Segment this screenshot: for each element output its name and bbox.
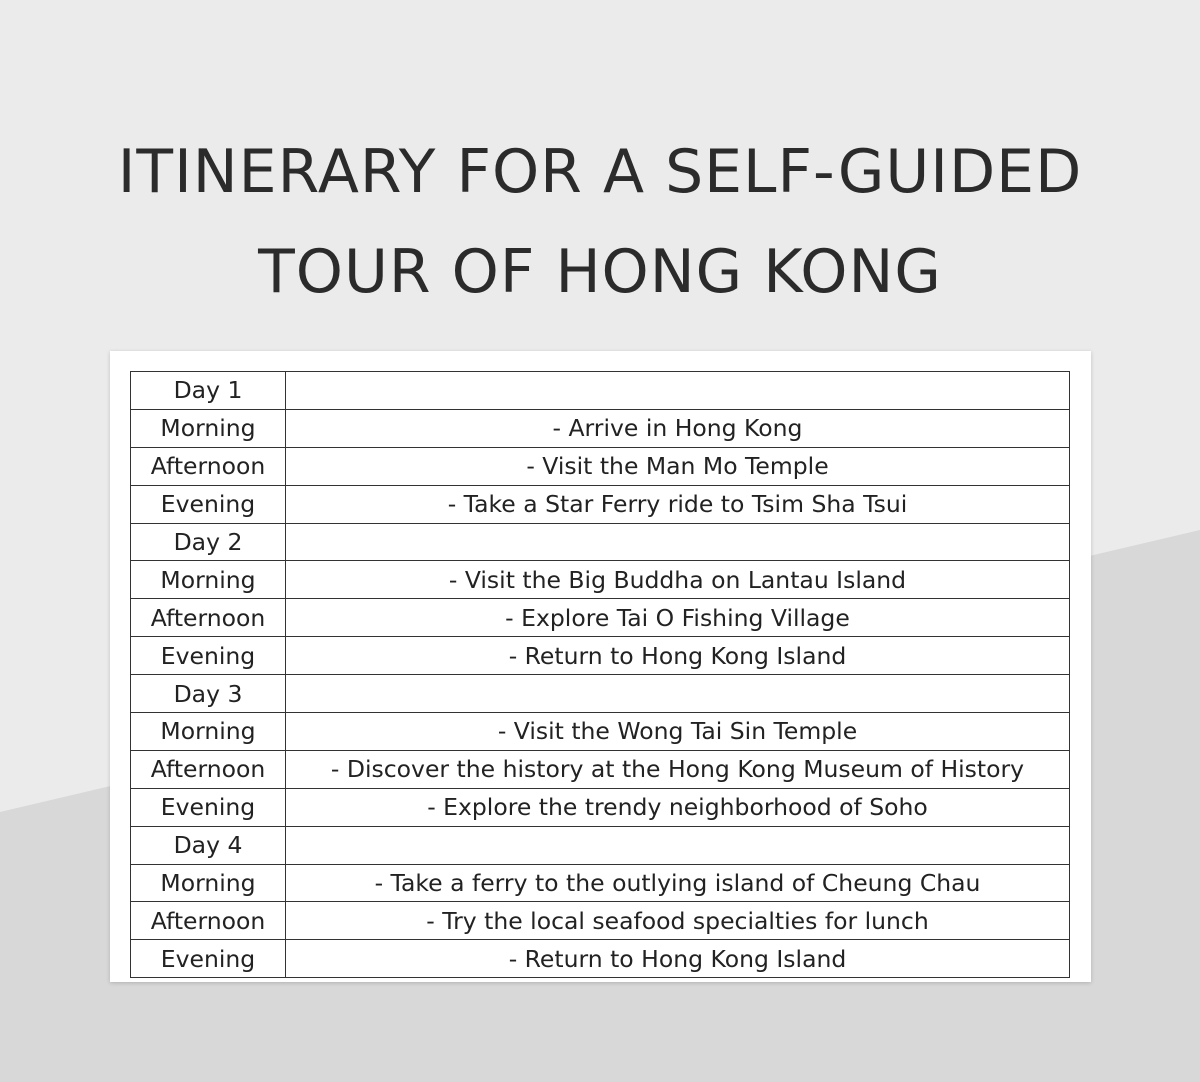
table-row (131, 713, 1070, 751)
time-label-cell: Day 4 (131, 826, 286, 864)
time-label-cell: Evening (131, 485, 286, 523)
table-row (131, 864, 1070, 902)
table-row (131, 940, 1070, 978)
activity-cell: - Explore the trendy neighborhood of Soho (286, 788, 1070, 826)
time-label-cell: Evening (131, 940, 286, 978)
page-title (0, 122, 1200, 322)
activity-cell: - Discover the history at the Hong Kong Museum of History (286, 750, 1070, 788)
itinerary-table (130, 371, 1070, 978)
activity-cell: - Arrive in Hong Kong (286, 409, 1070, 447)
time-label-cell: Afternoon (131, 750, 286, 788)
table-row (131, 372, 1070, 410)
activity-cell (286, 523, 1070, 561)
table-row (131, 523, 1070, 561)
time-label-cell: Morning (131, 864, 286, 902)
table-row (131, 675, 1070, 713)
time-label-cell: Day 2 (131, 523, 286, 561)
activity-cell: - Take a ferry to the outlying island of Cheung Chau (286, 864, 1070, 902)
activity-cell: - Visit the Man Mo Temple (286, 447, 1070, 485)
activity-cell: - Take a Star Ferry ride to Tsim Sha Tsui (286, 485, 1070, 523)
activity-cell: - Return to Hong Kong Island (286, 637, 1070, 675)
table-row (131, 788, 1070, 826)
itinerary-sheet (110, 351, 1091, 982)
table-row (131, 826, 1070, 864)
time-label-cell: Day 1 (131, 372, 286, 410)
activity-cell (286, 372, 1070, 410)
time-label-cell: Afternoon (131, 902, 286, 940)
time-label-cell: Afternoon (131, 447, 286, 485)
time-label-cell: Evening (131, 788, 286, 826)
time-label-cell: Afternoon (131, 599, 286, 637)
table-row (131, 902, 1070, 940)
table-row (131, 599, 1070, 637)
activity-cell: - Visit the Big Buddha on Lantau Island (286, 561, 1070, 599)
title-line-2: TOUR OF HONG KONG (258, 237, 942, 307)
activity-cell: - Return to Hong Kong Island (286, 940, 1070, 978)
table-row (131, 409, 1070, 447)
time-label-cell: Morning (131, 561, 286, 599)
table-row (131, 485, 1070, 523)
activity-cell: - Explore Tai O Fishing Village (286, 599, 1070, 637)
activity-cell: - Visit the Wong Tai Sin Temple (286, 713, 1070, 751)
time-label-cell: Evening (131, 637, 286, 675)
table-row (131, 750, 1070, 788)
activity-cell (286, 675, 1070, 713)
time-label-cell: Morning (131, 713, 286, 751)
time-label-cell: Day 3 (131, 675, 286, 713)
title-line-1: ITINERARY FOR A SELF-GUIDED (117, 137, 1083, 207)
time-label-cell: Morning (131, 409, 286, 447)
table-row (131, 447, 1070, 485)
table-row (131, 561, 1070, 599)
activity-cell: - Try the local seafood specialties for lunch (286, 902, 1070, 940)
table-row (131, 637, 1070, 675)
activity-cell (286, 826, 1070, 864)
